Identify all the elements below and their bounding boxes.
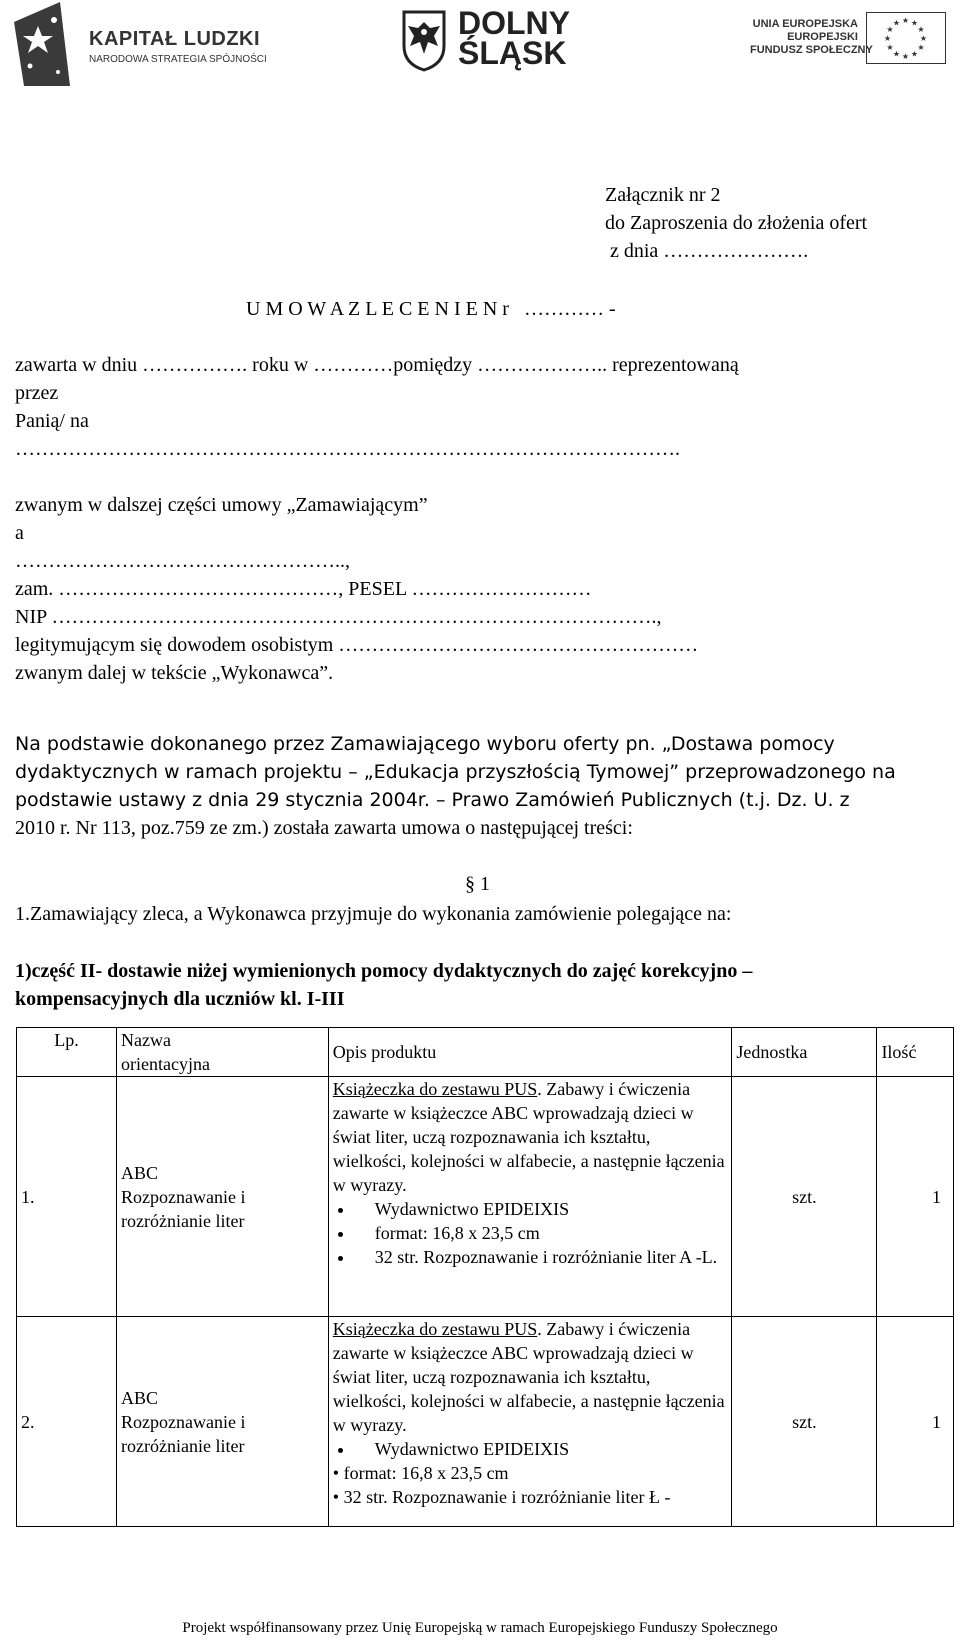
svg-text:★: ★ <box>892 49 901 59</box>
eu-line1: UNIA EUROPEJSKA <box>752 18 858 30</box>
section-point-1: 1.Zamawiający zleca, a Wykonawca przyjmuje do wykonania zamówienie polegające na: <box>15 903 732 925</box>
row1-name <box>117 1077 329 1317</box>
row1-bullet-3: • 32 str. Rozpoznawanie i rozróżnianie liter A -L. <box>355 1245 728 1269</box>
row1-name-line3: rozróżnianie liter <box>121 1210 245 1231</box>
header-ilosc: Ilość <box>877 1028 954 1077</box>
table-row <box>17 1317 954 1527</box>
svg-text:★: ★ <box>917 43 925 52</box>
intro-line-2: dydaktycznych w ramach projektu – „Edukacja przyszłością Tymowej” przeprowadzonego na <box>15 761 896 783</box>
parties-line-9: NIP ………………………………………………………………………………., <box>15 606 662 628</box>
row2-name-line2: Rozpoznawanie i <box>121 1411 246 1432</box>
kapital-ludzki-logo <box>14 2 284 86</box>
row2-jednostka: szt. <box>732 1317 877 1527</box>
header-lp: Lp. <box>17 1028 117 1077</box>
parties-line-10: legitymującym się dowodem osobistym ……………………………………………… <box>15 634 699 656</box>
eu-flag <box>866 12 946 64</box>
kapital-ludzki-subtitle: NARODOWA STRATEGIA SPÓJNOŚCI <box>89 54 267 65</box>
row2-product-link[interactable]: Książeczka do zestawu PUS <box>332 1319 538 1339</box>
svg-text:★: ★ <box>901 52 910 61</box>
row1-name-line1: ABC <box>121 1162 159 1183</box>
attachment-number: Załącznik nr 2 <box>605 184 721 206</box>
svg-text:★: ★ <box>901 16 910 25</box>
svg-text:★: ★ <box>883 34 892 43</box>
part-heading-line-1: 1)część II- dostawie niżej wymienionych pomocy dydaktycznych do zajęć korekcyjno – <box>15 960 753 982</box>
attachment-date: z dnia …………………. <box>605 240 809 262</box>
row2-ilosc: 1 <box>877 1317 954 1527</box>
row2-description <box>328 1317 732 1527</box>
row2-desc-text: . Zabawy i ćwiczenia zawarte w książeczce ABC wprowadzają dzieci w świat liter, uczą rozpoznawania ich kształtu, wielkości, kolejności w alfabecie, a następnie łączenia w wyrazy. <box>332 1319 725 1435</box>
row1-bullet-2: • format: 16,8 x 23,5 cm <box>355 1221 728 1245</box>
svg-text:★: ★ <box>886 43 894 52</box>
row2-lp: 2. <box>17 1317 117 1527</box>
header-opis: Opis produktu <box>328 1028 732 1077</box>
eu-stars-icon <box>867 13 944 62</box>
row1-bullet-1: • Wydawnictwo EPIDEIXIS <box>355 1197 728 1221</box>
row1-lp: 1. <box>17 1077 117 1317</box>
parties-line-1: zawarta w dniu ……………. roku w …………pomiędzy ……………….. reprezentowaną <box>15 354 739 376</box>
contract-title: U M O W A Z L E C E N I E N r ………… - <box>246 298 616 320</box>
eu-logo <box>750 12 950 68</box>
svg-text:★: ★ <box>910 18 919 28</box>
eu-text <box>750 18 873 57</box>
dolny-slask-logo <box>400 5 600 74</box>
part-heading-line-2: kompensacyjnych dla uczniów kl. I-III <box>15 988 345 1010</box>
row1-name-line2: Rozpoznawanie i <box>121 1186 246 1207</box>
parties-line-2: przez <box>15 382 59 404</box>
products-table <box>16 1027 954 1527</box>
section-symbol: § 1 <box>465 873 490 895</box>
parties-line-6: a <box>15 522 24 544</box>
parties-line-5: zwanym w dalszej części umowy „Zamawiającym” <box>15 494 428 516</box>
row1-description <box>328 1077 732 1317</box>
dolny-slask-wordmark <box>458 5 570 71</box>
dolny-text: DOLNY <box>458 5 570 41</box>
parties-line-3: Panią/ na <box>15 410 89 432</box>
footer-funding-note: Projekt współfinansowany przez Unię Europejską w ramach Europejskiego Funduszy Społecznego <box>182 1620 778 1636</box>
eu-line3: FUNDUSZ SPOŁECZNY <box>750 44 873 56</box>
eagle-crest-icon <box>400 10 448 72</box>
header-name-line2: orientacyjna <box>121 1054 211 1074</box>
eu-line2: EUROPEJSKI <box>787 31 858 43</box>
parties-line-11: zwanym dalej w tekście „Wykonawca”. <box>15 662 334 684</box>
kapital-ludzki-title: KAPITAŁ LUDZKI <box>89 28 261 50</box>
svg-text:★: ★ <box>917 25 925 34</box>
row1-desc-text: . Zabawy i ćwiczenia zawarte w książeczce ABC wprowadzają dzieci w świat liter, uczą rozpoznawania ich kształtu, wielkości, kolejności w alfabecie, a następnie łączenia w wyrazy. <box>332 1079 725 1195</box>
svg-text:★: ★ <box>910 49 919 59</box>
row2-bullet-3: • 32 str. Rozpoznawanie i rozróżnianie liter Ł - <box>332 1487 671 1507</box>
header-name-line1: Nazwa <box>121 1030 172 1050</box>
svg-text:★: ★ <box>919 34 928 43</box>
header-name <box>117 1028 329 1077</box>
slask-text: ŚLĄSK <box>458 35 567 71</box>
intro-line-4: 2010 r. Nr 113, poz.759 ze zm.) została zawarta umowa o następującej treści: <box>15 817 633 839</box>
row2-name-line1: ABC <box>121 1387 159 1408</box>
row2-name-line3: rozróżnianie liter <box>121 1435 245 1456</box>
table-row <box>17 1077 954 1317</box>
attachment-reference: do Zaproszenia do złożenia ofert <box>605 212 868 234</box>
row2-bullet-2: • format: 16,8 x 23,5 cm <box>332 1463 509 1483</box>
table-header-row <box>17 1028 954 1077</box>
header-jednostka: Jednostka <box>732 1028 877 1077</box>
row1-product-link[interactable]: Książeczka do zestawu PUS <box>332 1079 538 1099</box>
row1-ilosc: 1 <box>877 1077 954 1317</box>
intro-line-3: podstawie ustawy z dnia 29 stycznia 2004r. – Prawo Zamówień Publicznych (t.j. Dz. U. z <box>15 789 850 811</box>
parties-line-4: ………………………………………………………………………………………. <box>15 438 680 460</box>
kapital-ludzki-star-icon <box>14 2 70 86</box>
row2-bullet-1: • Wydawnictwo EPIDEIXIS <box>355 1437 728 1461</box>
row1-jednostka: szt. <box>732 1077 877 1317</box>
parties-line-7: ………………………………………….., <box>15 550 350 572</box>
row2-name <box>117 1317 329 1527</box>
svg-text:★: ★ <box>886 25 894 34</box>
svg-text:★: ★ <box>892 18 901 28</box>
intro-line-1: Na podstawie dokonanego przez Zamawiającego wyboru oferty pn. „Dostawa pomocy <box>15 733 835 755</box>
parties-line-8: zam. ……………………………………, PESEL ……………………… <box>15 578 592 600</box>
